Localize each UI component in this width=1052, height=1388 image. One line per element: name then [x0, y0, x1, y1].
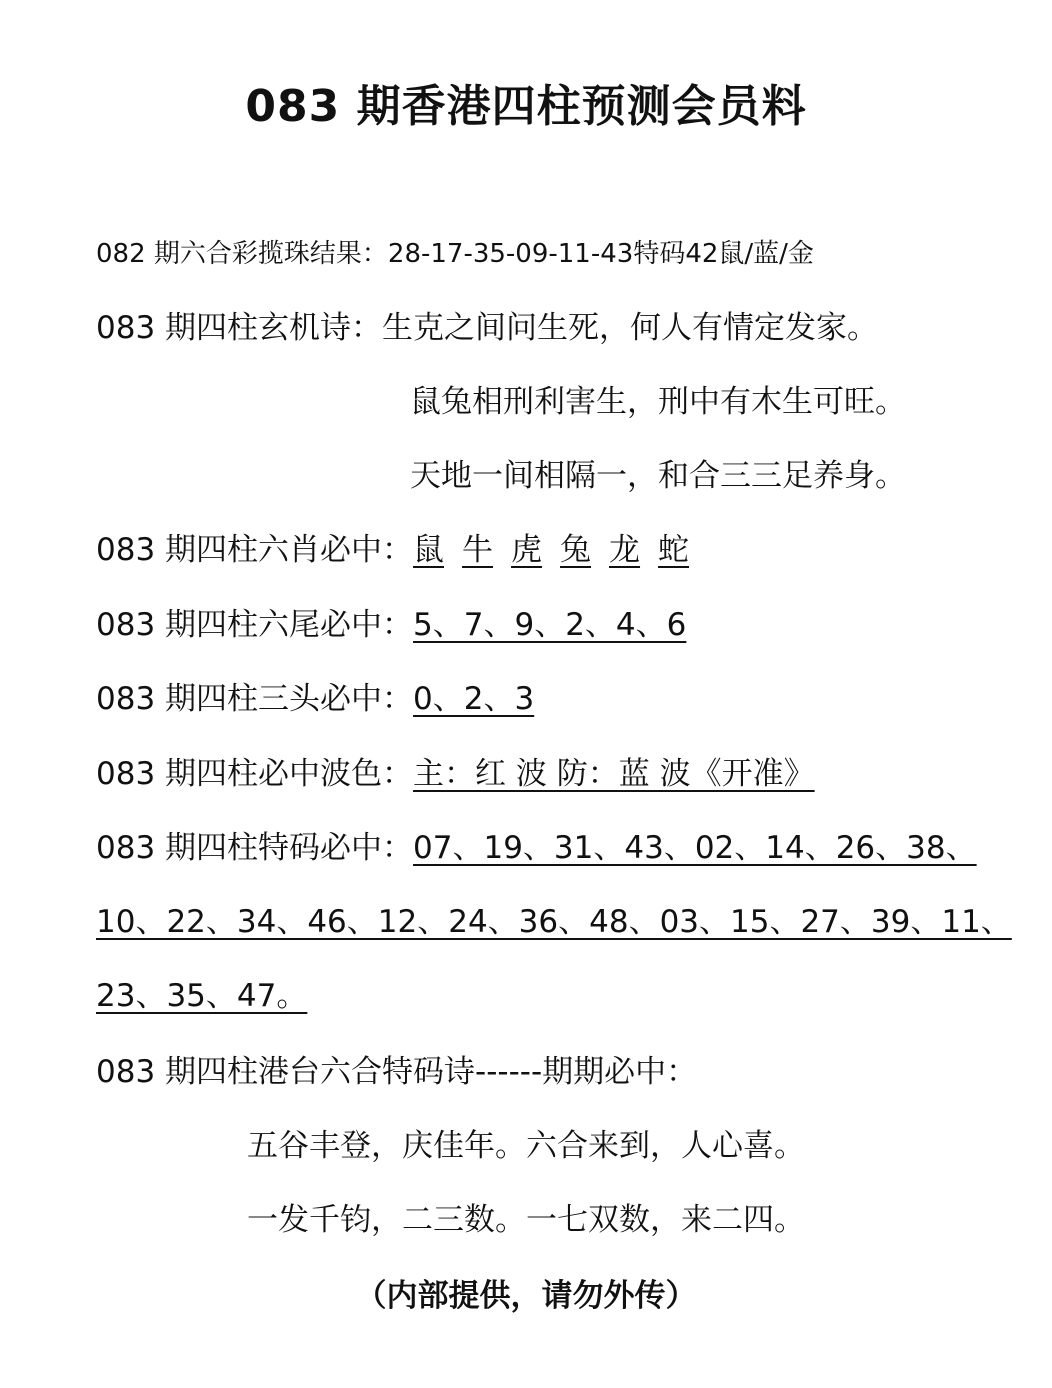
special-line-2 [96, 900, 1012, 944]
heads-value: 0、2、3 [413, 681, 535, 717]
zodiac-item: 龙 [609, 532, 641, 568]
poem-line-3: 天地一间相隔一，和合三三足养身。 [410, 458, 906, 494]
wave-line [96, 752, 815, 796]
special-poem-label: 083 期四柱港台六合特码诗------期期必中： [96, 1054, 698, 1090]
tails-value: 5、7、9、2、4、6 [413, 607, 687, 643]
special-value-3: 23、35、47。 [96, 978, 308, 1014]
draw-result-label: 082 期六合彩揽珠结果： [96, 239, 388, 269]
wave-value: 主：红 波 防：蓝 波《开准》 [413, 756, 815, 792]
special-value-1: 07、19、31、43、02、14、26、38、 [413, 830, 977, 866]
wave-label: 083 期四柱必中波色： [96, 756, 414, 792]
zodiac-label: 083 期四柱六肖必中： [96, 532, 414, 568]
zodiac-item: 蛇 [658, 532, 690, 568]
poem-text-1: 生克之间问生死，何人有情定发家。 [382, 310, 879, 346]
special-value-2: 10、22、34、46、12、24、36、48、03、15、27、39、11、 [96, 904, 1012, 940]
zodiac-values [413, 532, 689, 568]
draw-result-value: 28-17-35-09-11-43特码42鼠/蓝/金 [387, 239, 814, 269]
poem-line-2: 鼠兔相刑利害生，刑中有木生可旺。 [410, 384, 906, 420]
page-title: 083 期香港四柱预测会员料 [245, 81, 807, 132]
tails-label: 083 期四柱六尾必中： [96, 607, 414, 643]
heads-line [96, 677, 534, 721]
tails-line [96, 603, 686, 647]
special-line-1 [96, 826, 977, 870]
internal-note: （内部提供，请勿外传） [355, 1278, 697, 1314]
zodiac-item: 鼠 [413, 532, 445, 568]
special-poem-line-1: 五谷丰登，庆佳年。六合来到，人心喜。 [247, 1128, 805, 1164]
zodiac-item: 虎 [511, 532, 543, 568]
draw-result-line [96, 232, 814, 276]
zodiac-item: 牛 [462, 532, 494, 568]
special-label: 083 期四柱特码必中： [96, 830, 414, 866]
poem-line-1 [96, 306, 878, 350]
heads-label: 083 期四柱三头必中： [96, 681, 414, 717]
special-line-3 [96, 974, 307, 1018]
poem-label: 083 期四柱玄机诗： [96, 310, 383, 346]
special-poem-line-2: 一发千钧，二三数。一七双数，来二四。 [247, 1202, 805, 1238]
zodiac-item: 兔 [560, 532, 592, 568]
zodiac-line [96, 528, 689, 572]
